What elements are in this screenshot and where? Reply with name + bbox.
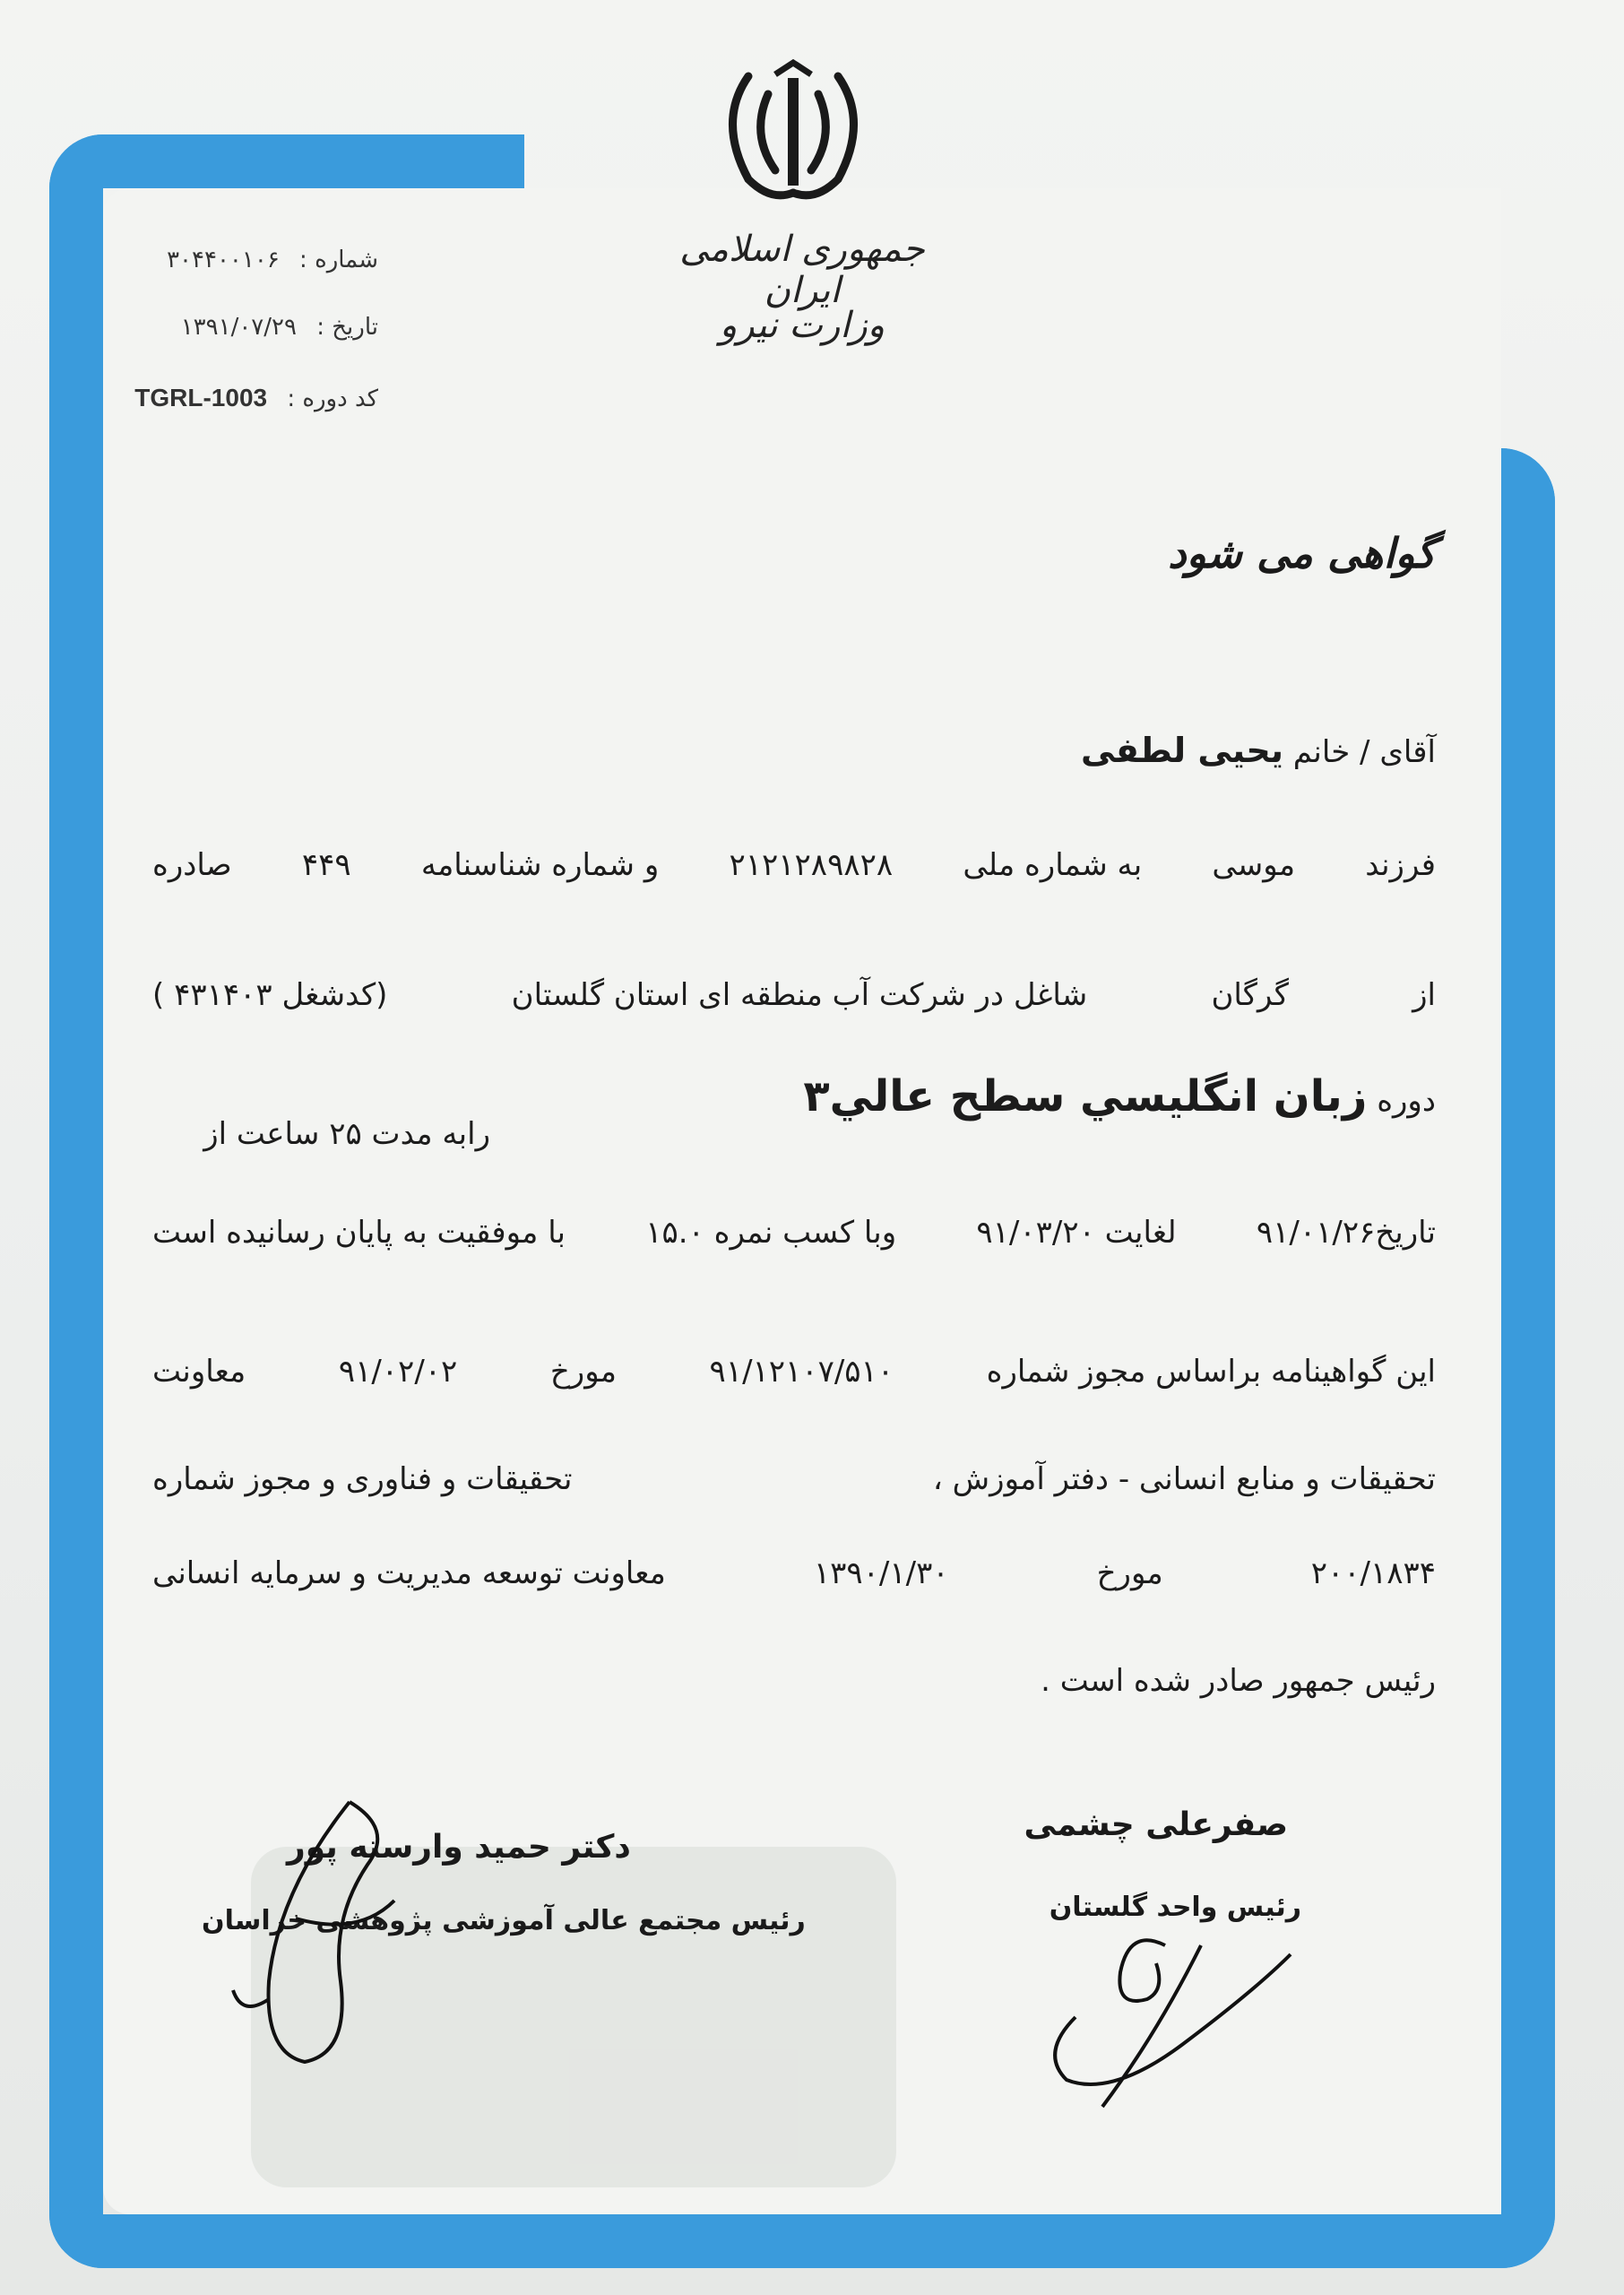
frame-top-left-bar (49, 134, 524, 188)
birth-cert-number: ۴۴۹ (301, 847, 351, 883)
end-date: لغایت ۹۱/۰۳/۲۰ (976, 1215, 1177, 1251)
number-value: ۳۰۴۴۰۰۱۰۶ (167, 247, 280, 273)
date-label: تاریخ : (316, 314, 378, 341)
text-issued: صادره (152, 847, 232, 883)
text-course: دوره (1377, 1083, 1436, 1119)
second-license-number: ۲۰۰/۱۸۳۴ (1310, 1555, 1436, 1591)
second-license-line (152, 1555, 1436, 1591)
right-signature-scribble (1022, 1910, 1317, 2116)
recipient-line (1081, 731, 1436, 770)
duration-line: رابه مدت ۲۵ ساعت از (203, 1116, 490, 1152)
recipient-prefix: آقای / خانم (1292, 734, 1436, 770)
dates-line (152, 1215, 1436, 1251)
course-code-label: کد دوره : (287, 385, 378, 412)
issue-city: گرگان (1211, 977, 1289, 1013)
employer: شاغل در شرکت آب منطقه ای استان گلستان (511, 977, 1088, 1013)
number-label: شماره : (299, 247, 378, 273)
course-line (803, 1071, 1436, 1122)
course-code-value: TGRL-1003 (134, 384, 268, 411)
course-code-field (134, 384, 378, 412)
date-value: ۱۳۹۱/۰۷/۲۹ (180, 314, 297, 341)
employment-line (152, 977, 1436, 1013)
text-research: تحقیقات و فناوری و مجوز شماره (152, 1461, 573, 1497)
text-national-id-label: به شماره ملی (963, 847, 1143, 883)
score: وبا کسب نمره ۱۵.۰ (645, 1215, 897, 1251)
frame-bottom-bar (49, 2214, 1555, 2268)
iran-emblem-icon (713, 58, 874, 211)
text-from: از (1412, 977, 1436, 1013)
left-signature-scribble (215, 1784, 448, 2080)
certificate-title: گواهی می شود (1168, 529, 1436, 577)
ministry-header: وزارت نیرو (719, 305, 885, 346)
republic-header: جمهوری اسلامی ایران (679, 229, 925, 311)
recipient-name: یحیی لطفی (1081, 731, 1283, 770)
signatory-left-name: دکتر حمید وارسته پور (287, 1829, 631, 1866)
start-date: تاریخ۹۱/۰۱/۲۶ (1256, 1215, 1436, 1251)
course-name: زبان انگليسي سطح عالي۳ (803, 1071, 1368, 1122)
signatory-left-title: رئیس مجتمع عالی آموزشی پژوهشی خراسان (202, 1905, 806, 1936)
license-line (152, 1354, 1436, 1390)
text-child-of: فرزند (1365, 847, 1436, 883)
text-birth-cert-label: و شماره شناسنامه (420, 847, 660, 883)
date-field (181, 314, 378, 341)
number-field (167, 247, 378, 273)
second-license-date: ۱۳۹۰/۱/۳۰ (813, 1555, 949, 1591)
text-deputy: معاونت (152, 1354, 246, 1390)
text-license-intro: این گواهینامه براساس مجوز شماره (986, 1354, 1436, 1390)
frame-left-bar (49, 134, 103, 2268)
frame-right-bar (1501, 448, 1555, 2268)
father-name: موسی (1212, 847, 1296, 883)
text-dated: مورخ (549, 1354, 617, 1390)
identity-line (152, 847, 1436, 883)
closing-line: رئیس جمهور صادر شده است . (1041, 1663, 1436, 1699)
signatory-right-name: صفرعلی چشمی (1024, 1806, 1288, 1843)
license-date: ۹۱/۰۲/۰۲ (338, 1354, 458, 1390)
text-department: تحقیقات و منابع انسانی - دفتر آموزش ، (932, 1461, 1436, 1497)
text-completed: با موفقیت به پایان رسانیده است (152, 1215, 566, 1251)
text-dated-2: مورخ (1096, 1555, 1163, 1591)
department-line (152, 1461, 1436, 1497)
job-code: (کدشغل ۴۳۱۴۰۳ ) (152, 977, 388, 1013)
license-number: ۹۱/۱۲۱۰۷/۵۱۰ (709, 1354, 894, 1390)
text-deputy-2: معاونت توسعه مدیریت و سرمایه انسانی (152, 1555, 666, 1591)
signatory-right-title: رئیس واحد گلستان (1049, 1892, 1301, 1923)
national-id: ۲۱۲۱۲۸۹۸۲۸ (729, 847, 894, 883)
